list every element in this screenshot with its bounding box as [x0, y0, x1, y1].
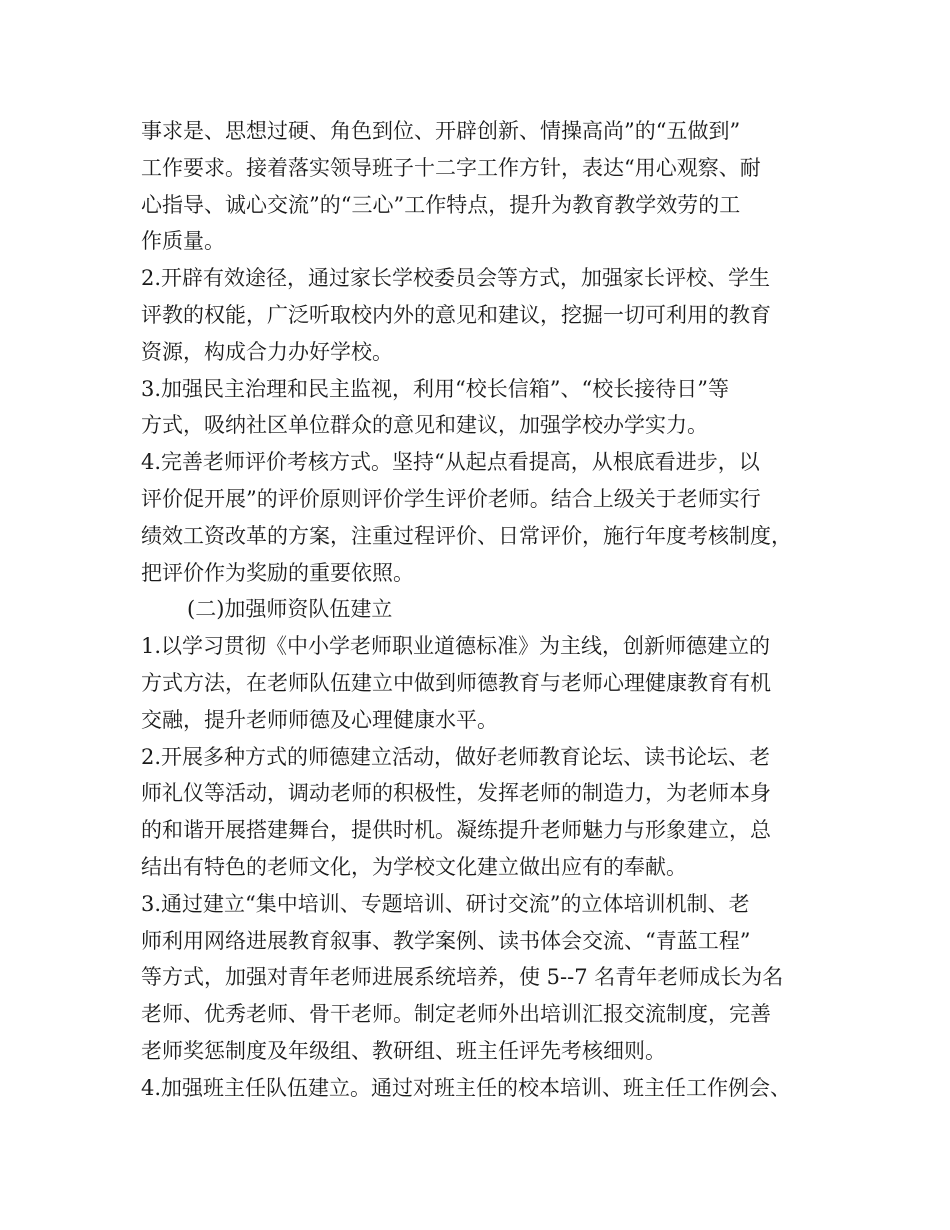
list-item-line: 1.以学习贯彻《中小学老师职业道德标准》为主线，创新师德建立的	[141, 634, 771, 659]
text-line: 资源，构成合力办好学校。	[141, 339, 393, 364]
text-line: 老师奖惩制度及年级组、教研组、班主任评先考核细则。	[141, 1038, 666, 1063]
text-line: 心指导、诚心交流”的“三心”工作特点，提升为教育教学效劳的工	[141, 192, 741, 217]
text-line: 师礼仪等活动，调动老师的积极性，发挥老师的制造力，为老师本身	[141, 781, 771, 806]
text-line: 方式方法，在老师队伍建立中做到师德教育与老师心理健康教育有机	[141, 670, 771, 695]
text-line: 老师、优秀老师、骨干老师。制定老师外出培训汇报交流制度，完善	[141, 1002, 771, 1027]
text-line: 结出有特色的老师文化，为学校文化建立做出应有的奉献。	[141, 854, 687, 879]
list-item-line: 3.通过建立“集中培训、专题培训、研讨交流”的立体培训机制、老	[141, 891, 750, 916]
text-line: 师利用网络进展教育叙事、教学案例、读书体会交流、“青蓝工程”	[141, 928, 751, 953]
text-line: 事求是、思想过硬、角色到位、开辟创新、情操高尚”的“五做到”	[141, 119, 741, 143]
text-line: 的和谐开展搭建舞台，提供时机。凝练提升老师魅力与形象建立，总	[141, 818, 771, 843]
text-line: 作质量。	[141, 229, 225, 254]
text-line: 交融，提升老师师德及心理健康水平。	[141, 707, 498, 732]
text-line: 方式，吸纳社区单位群众的意见和建议，加强学校办学实力。	[141, 413, 708, 438]
list-item-line: 2.开辟有效途径，通过家长学校委员会等方式，加强家长评校、学生	[141, 266, 771, 291]
text-line: 评价促开展”的评价原则评价学生评价老师。结合上级关于老师实行	[141, 486, 761, 511]
list-item-line: 2.开展多种方式的师德建立活动，做好老师教育论坛、读书论坛、老	[141, 744, 771, 769]
text-line: 等方式，加强对青年老师进展系统培养，使 5--7 名青年老师成长为名	[141, 965, 784, 990]
body-text	[141, 113, 831, 1107]
list-item-line: 3.加强民主治理和民主监视，利用“校长信箱”、“校长接待日”等	[141, 376, 729, 401]
text-line: 评教的权能，广泛听取校内外的意见和建议，挖掘一切可利用的教育	[141, 302, 771, 327]
text-line: 工作要求。接着落实领导班子十二字工作方针，表达“用心观察、耐	[141, 155, 761, 180]
list-item-line: 4.完善老师评价考核方式。坚持“从起点看提高，从根底看进步，以	[141, 450, 760, 475]
text-line: 绩效工资改革的方案，注重过程评价、日常评价，施行年度考核制度，	[141, 523, 792, 548]
section-heading: (二)加强师资队伍建立	[187, 597, 393, 622]
list-item-line: 4.加强班主任队伍建立。通过对班主任的校本培训、班主任工作例会、	[141, 1075, 792, 1100]
text-line: 把评价作为奖励的重要依照。	[141, 560, 414, 585]
